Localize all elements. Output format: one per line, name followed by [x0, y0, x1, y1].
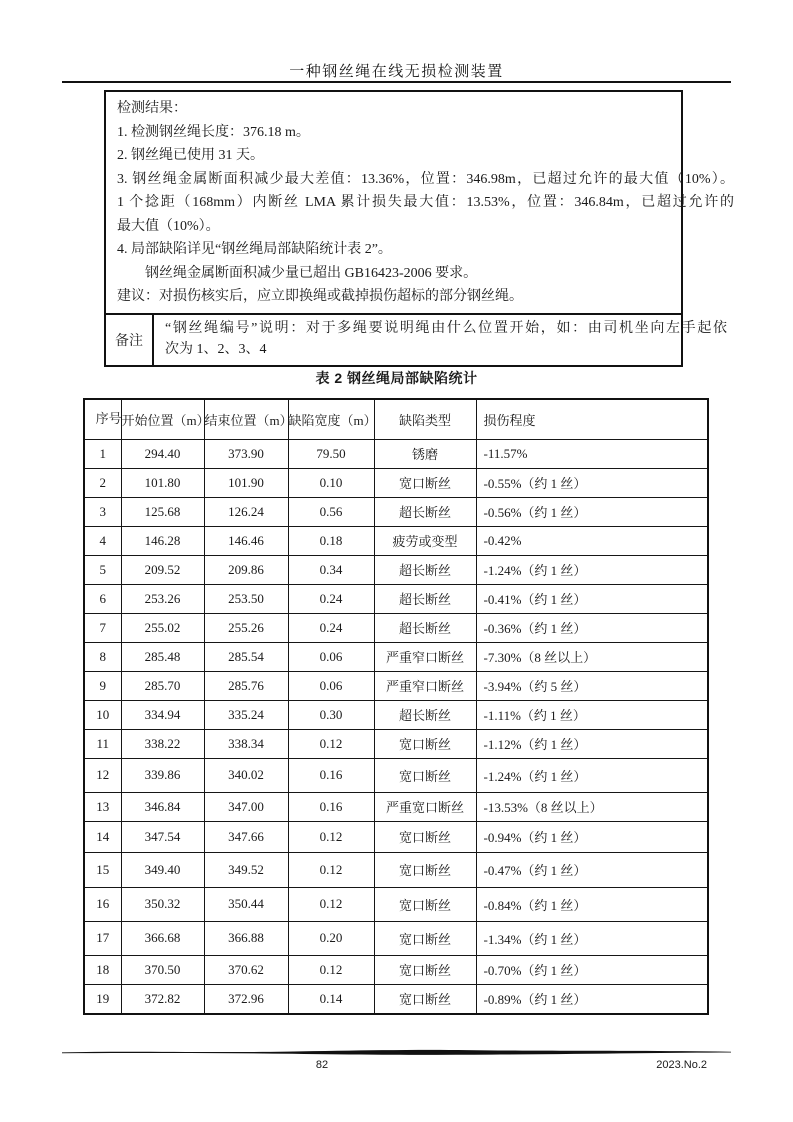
table-cell: -0.36%（约 1 丝） — [476, 613, 708, 642]
table-cell: 346.84 — [121, 792, 204, 821]
table-cell: -0.47%（约 1 丝） — [476, 852, 708, 887]
column-header-label: 缺陷类型 — [398, 412, 451, 428]
table-cell: 0.06 — [288, 671, 374, 700]
table-cell: 3 — [84, 497, 121, 526]
table-cell: 285.54 — [204, 642, 288, 671]
table-row — [84, 671, 708, 700]
table-cell: 0.24 — [288, 584, 374, 613]
table-cell: 严重宽口断丝 — [374, 792, 476, 821]
table-cell: 锈磨 — [374, 439, 476, 468]
table-cell: 12 — [84, 758, 121, 792]
table-row — [84, 852, 708, 887]
table-cell: -0.84%（约 1 丝） — [476, 887, 708, 921]
table-cell: -3.94%（约 5 丝） — [476, 671, 708, 700]
table-cell: -0.94%（约 1 丝） — [476, 821, 708, 852]
table-cell: 0.12 — [288, 729, 374, 758]
result-box — [104, 90, 734, 367]
table-cell: 285.48 — [121, 642, 204, 671]
table-cell: 1 — [84, 439, 121, 468]
table-cell: 疲劳或变型 — [374, 526, 476, 555]
table-cell: -11.57% — [476, 439, 708, 468]
table-cell: 0.34 — [288, 555, 374, 584]
table-row — [84, 792, 708, 821]
table-cell: 338.22 — [121, 729, 204, 758]
table-cell: 373.90 — [204, 439, 288, 468]
table-cell: 253.50 — [204, 584, 288, 613]
table-cell: 334.94 — [121, 700, 204, 729]
table-cell: -0.55%（约 1 丝） — [476, 468, 708, 497]
table-cell: -13.53%（8 丝以上） — [476, 792, 708, 821]
result-line: 2. 钢丝绳已使用 31 天。 — [117, 148, 264, 163]
table-cell: 285.76 — [204, 671, 288, 700]
table-row — [84, 555, 708, 584]
table-row — [84, 526, 708, 555]
table-cell: -0.42% — [476, 526, 708, 555]
table-cell: 9 — [84, 671, 121, 700]
table-cell: 超长断丝 — [374, 555, 476, 584]
table-row — [84, 921, 708, 955]
table-cell: 347.00 — [204, 792, 288, 821]
table-cell: 宽口断丝 — [374, 887, 476, 921]
table-cell: -1.12%（约 1 丝） — [476, 729, 708, 758]
table-cell: 347.54 — [121, 821, 204, 852]
table-cell: 294.40 — [121, 439, 204, 468]
table-cell: -1.24%（约 1 丝） — [476, 758, 708, 792]
column-header-label: 损伤程度 — [483, 412, 536, 428]
table-cell: 0.20 — [288, 921, 374, 955]
table-row — [84, 642, 708, 671]
table-cell: 超长断丝 — [374, 497, 476, 526]
table-cell: 370.50 — [121, 955, 204, 984]
table-cell: -0.56%（约 1 丝） — [476, 497, 708, 526]
table-cell: 372.82 — [121, 984, 204, 1014]
result-line: 最大值（10%）。 — [117, 218, 220, 234]
table-cell: 125.68 — [121, 497, 204, 526]
defect-table — [83, 398, 709, 1015]
table-cell: -0.70%（约 1 丝） — [476, 955, 708, 984]
table-cell: -1.11%（约 1 丝） — [476, 700, 708, 729]
column-header — [121, 399, 210, 439]
table-cell: 16 — [84, 887, 121, 921]
table-row — [84, 887, 708, 921]
table-cell: 0.56 — [288, 497, 374, 526]
table-cell: 宽口断丝 — [374, 468, 476, 497]
remark-line: “钢丝绳编号”说明：对于多绳要说明绳由什么位置开始，如：由司机坐向左手起依 — [165, 320, 727, 336]
table-cell: 335.24 — [204, 700, 288, 729]
result-line: 3. 钢丝绳金属断面积减少最大差值：13.36%，位置：346.98m，已超过允许的最大值（10%）。 — [117, 171, 734, 187]
table-cell: 338.34 — [204, 729, 288, 758]
table-cell: 宽口断丝 — [374, 955, 476, 984]
table-cell: 宽口断丝 — [374, 729, 476, 758]
table-cell: 7 — [84, 613, 121, 642]
remark-label: 备注 — [106, 315, 154, 365]
table-cell: 0.18 — [288, 526, 374, 555]
column-header — [374, 399, 476, 439]
table-cell: 6 — [84, 584, 121, 613]
table-cell: 10 — [84, 700, 121, 729]
table-cell: 13 — [84, 792, 121, 821]
table-cell: 255.26 — [204, 613, 288, 642]
header-rule — [62, 81, 731, 83]
column-header — [288, 399, 377, 439]
table-row — [84, 584, 708, 613]
table-cell: 146.28 — [121, 526, 204, 555]
table-cell: 超长断丝 — [374, 613, 476, 642]
table-cell: 146.46 — [204, 526, 288, 555]
table-cell: 101.80 — [121, 468, 204, 497]
table-row — [84, 613, 708, 642]
table-cell: 17 — [84, 921, 121, 955]
table-cell: 宽口断丝 — [374, 821, 476, 852]
issue-label: 2023.No.2 — [656, 1059, 707, 1071]
table-cell: 0.16 — [288, 792, 374, 821]
table-cell: 0.12 — [288, 852, 374, 887]
table-cell: 209.52 — [121, 555, 204, 584]
table-row — [84, 497, 708, 526]
table-cell: 340.02 — [204, 758, 288, 792]
table-cell: 366.68 — [121, 921, 204, 955]
footer-rule — [62, 1048, 731, 1057]
table-cell: -1.34%（约 1 丝） — [476, 921, 708, 955]
table-cell: 2 — [84, 468, 121, 497]
table-cell: 285.70 — [121, 671, 204, 700]
table-cell: 宽口断丝 — [374, 921, 476, 955]
table-cell: 126.24 — [204, 497, 288, 526]
table-cell: 宽口断丝 — [374, 984, 476, 1014]
table-cell: 8 — [84, 642, 121, 671]
table-cell: 严重窄口断丝 — [374, 642, 476, 671]
result-line: 建议：对损伤核实后，应立即换绳或截掉损伤超标的部分钢丝绳。 — [117, 289, 523, 304]
table-row — [84, 439, 708, 468]
table-row — [84, 758, 708, 792]
table-body — [84, 439, 708, 1014]
table-row — [84, 468, 708, 497]
table-cell: 101.90 — [204, 468, 288, 497]
table-row — [84, 700, 708, 729]
page-title: 一种钢丝绳在线无损检测装置 — [289, 63, 504, 80]
table-cell: 0.10 — [288, 468, 374, 497]
result-line: 4. 局部缺陷详见“钢丝绳局部缺陷统计表 2”。 — [117, 242, 392, 257]
table-cell: 11 — [84, 729, 121, 758]
column-header-label: 序号 — [95, 411, 122, 427]
table-cell: -7.30%（8 丝以上） — [476, 642, 708, 671]
column-header-label: 缺陷宽度（m） — [288, 412, 377, 428]
table-cell: 14 — [84, 821, 121, 852]
remark-content — [154, 315, 727, 365]
table-cell: 0.06 — [288, 642, 374, 671]
table-cell: 347.66 — [204, 821, 288, 852]
table-cell: 255.02 — [121, 613, 204, 642]
table-cell: 349.40 — [121, 852, 204, 887]
column-header — [204, 399, 293, 439]
column-header-label: 开始位置（m） — [121, 412, 210, 428]
table-cell: 19 — [84, 984, 121, 1014]
table-cell: 0.14 — [288, 984, 374, 1014]
table-cell: -0.89%（约 1 丝） — [476, 984, 708, 1014]
table-row — [84, 729, 708, 758]
table-cell: 0.12 — [288, 887, 374, 921]
table-header-row — [84, 399, 708, 439]
table-cell: 5 — [84, 555, 121, 584]
table-cell: 0.12 — [288, 821, 374, 852]
column-header-label: 结束位置（m） — [204, 412, 293, 428]
table-cell: 18 — [84, 955, 121, 984]
table-cell: 0.12 — [288, 955, 374, 984]
table-cell: 0.16 — [288, 758, 374, 792]
page-number: 82 — [315, 1059, 329, 1071]
table-cell: 0.24 — [288, 613, 374, 642]
column-header — [84, 399, 121, 439]
table-cell: 宽口断丝 — [374, 758, 476, 792]
table-cell: 366.88 — [204, 921, 288, 955]
table-row — [84, 955, 708, 984]
table-cell: 0.30 — [288, 700, 374, 729]
table-cell: 15 — [84, 852, 121, 887]
table-cell: 370.62 — [204, 955, 288, 984]
table-cell: 349.52 — [204, 852, 288, 887]
table-cell: 4 — [84, 526, 121, 555]
result-line: 检测结果： — [117, 101, 187, 116]
table-cell: 宽口断丝 — [374, 852, 476, 887]
column-header — [476, 399, 708, 439]
remark-row — [106, 313, 727, 365]
table-cell: 209.86 — [204, 555, 288, 584]
remark-line: 次为 1、2、3、4 — [165, 342, 267, 357]
table-row — [84, 821, 708, 852]
table-cell: 350.32 — [121, 887, 204, 921]
table-cell: 339.86 — [121, 758, 204, 792]
table-caption: 表 2 钢丝绳局部缺陷统计 — [315, 370, 478, 386]
table-row — [84, 984, 708, 1014]
table-cell: 350.44 — [204, 887, 288, 921]
result-line: 1. 检测钢丝绳长度：376.18 m。 — [117, 124, 310, 140]
result-line: 钢丝绳金属断面积减少量已超出 GB16423-2006 要求。 — [145, 265, 478, 281]
table-cell: 严重窄口断丝 — [374, 671, 476, 700]
table-cell: -0.41%（约 1 丝） — [476, 584, 708, 613]
table-cell: -1.24%（约 1 丝） — [476, 555, 708, 584]
table-cell: 372.96 — [204, 984, 288, 1014]
table-cell: 79.50 — [288, 439, 374, 468]
result-lines — [106, 92, 734, 313]
result-line: 1 个捻距（168mm）内断丝 LMA 累计损失最大值：13.53%，位置：346.84m，已超过允许的 — [117, 195, 734, 210]
table-cell: 超长断丝 — [374, 700, 476, 729]
table-cell: 超长断丝 — [374, 584, 476, 613]
table-cell: 253.26 — [121, 584, 204, 613]
